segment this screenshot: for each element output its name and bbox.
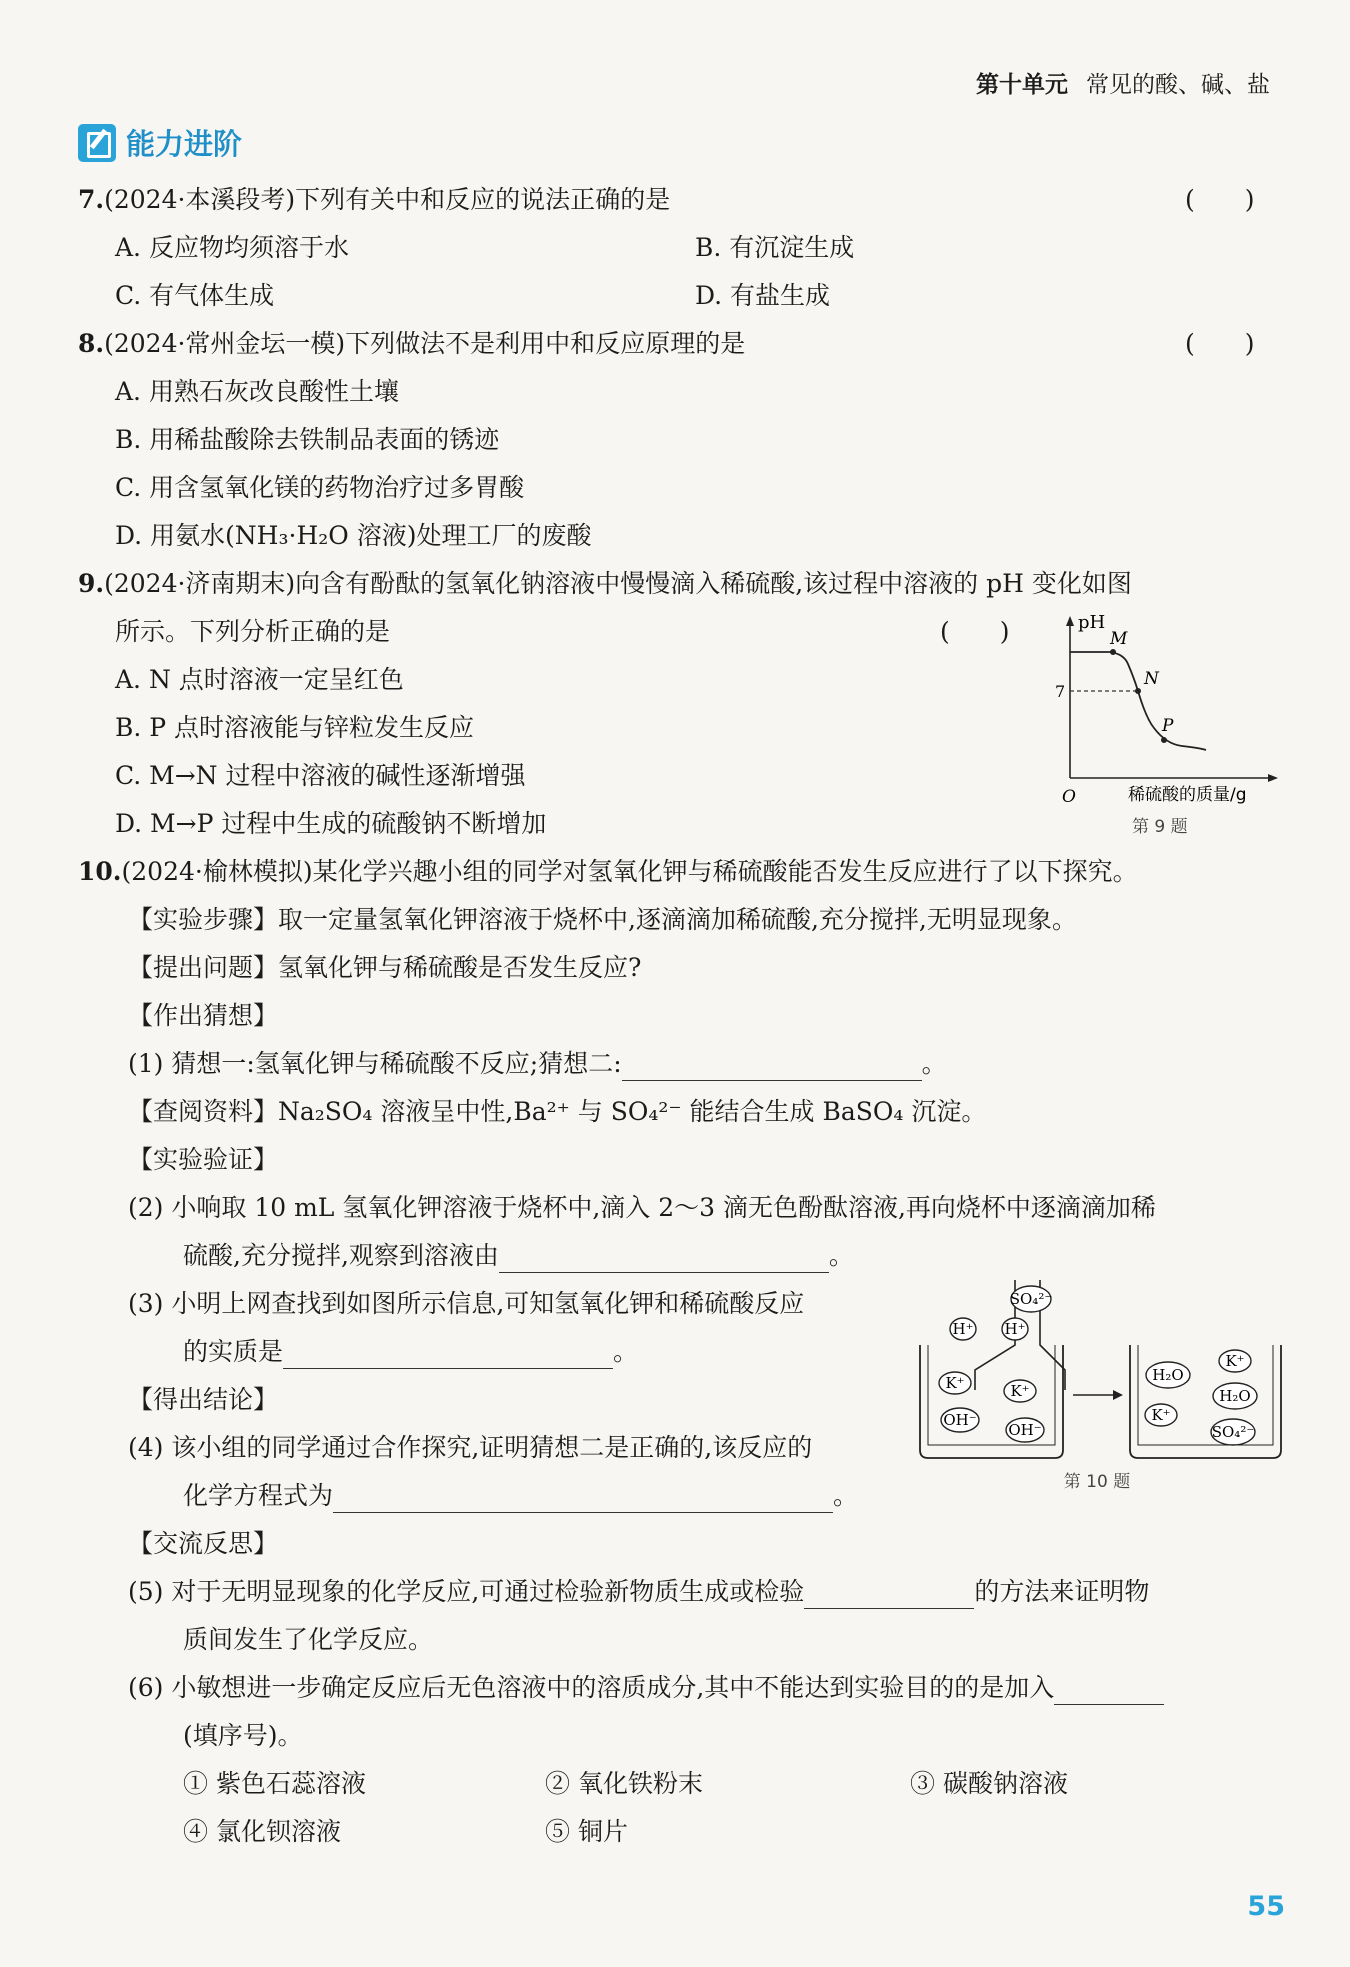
period: 。 <box>828 1241 854 1270</box>
experiment-step: 【实验步骤】取一定量氢氧化钾溶液于烧杯中,逐滴滴加稀硫酸,充分搅拌,无明显现象。 <box>128 905 1077 934</box>
part-5-line-1 <box>128 1575 1149 1609</box>
sulfate-ion-label: SO₄²⁻ <box>1009 1290 1053 1308</box>
point-p-label: P <box>1162 716 1174 736</box>
hydroxide-ion-label-2: OH⁻ <box>1008 1421 1042 1439</box>
part-4-text: 化学方程式为 <box>183 1481 334 1510</box>
part-3-line-2 <box>183 1335 638 1369</box>
answer-blank-2[interactable] <box>499 1246 829 1273</box>
part-6-text: (6) 小敏想进一步确定反应后无色溶液中的溶质成分,其中不能达到实验目的的是加入 <box>128 1673 1055 1702</box>
period: 。 <box>613 1337 639 1366</box>
potassium-ion-label-3: K⁺ <box>1225 1352 1245 1370</box>
question-8-stem <box>78 327 745 361</box>
choice-5: ⑤ 铜片 <box>545 1817 628 1846</box>
answer-blank-4[interactable] <box>333 1486 833 1513</box>
option-a: A. 反应物均须溶于水 <box>115 233 349 262</box>
option-d: D. M→P 过程中生成的硫酸钠不断增加 <box>115 809 547 838</box>
point-n-label: N <box>1144 669 1159 689</box>
sulfate-ion-label-2: SO₄²⁻ <box>1211 1423 1255 1441</box>
point-n-marker <box>1135 688 1141 694</box>
potassium-ion-label-4: K⁺ <box>1151 1406 1171 1424</box>
part-5-line-2: 质间发生了化学反应。 <box>183 1625 434 1654</box>
page-number: 55 <box>1247 1891 1285 1922</box>
hypothesis-heading: 【作出猜想】 <box>128 1001 279 1030</box>
raise-question: 【提出问题】氢氧化钾与稀硫酸是否发生反应? <box>128 953 642 982</box>
verification-heading: 【实验验证】 <box>128 1145 279 1174</box>
option-d: D. 有盐生成 <box>695 281 831 310</box>
x-axis-label: 稀硫酸的质量/g <box>1128 785 1247 805</box>
running-header <box>976 66 1270 99</box>
option-b: B. 用稀盐酸除去铁制品表面的锈迹 <box>115 425 500 454</box>
figure-9-caption: 第 9 题 <box>1132 817 1188 837</box>
part-5-text-cont: 的方法来证明物 <box>974 1577 1150 1606</box>
hydrogen-ion-label-2: H⁺ <box>1004 1320 1026 1338</box>
choice-1: ① 紫色石蕊溶液 <box>183 1769 366 1798</box>
hydrogen-ion-label-1: H⁺ <box>952 1320 974 1338</box>
answer-blank-1[interactable] <box>622 1054 922 1081</box>
option-c: C. 用含氢氧化镁的药物治疗过多胃酸 <box>115 473 525 502</box>
potassium-ion-label-2: K⁺ <box>1010 1382 1030 1400</box>
left-beaker <box>920 1345 1063 1458</box>
part-5-text: (5) 对于无明显现象的化学反应,可通过检验新物质生成或检验 <box>128 1577 805 1606</box>
answer-blank-3[interactable] <box>283 1342 613 1369</box>
stem-text: (2024·榆林模拟)某化学兴趣小组的同学对氢氧化钾与稀硫酸能否发生反应进行了以下探究。 <box>121 857 1138 886</box>
y-tick-label: 7 <box>1055 682 1066 701</box>
unit-label: 第十单元 <box>976 72 1068 98</box>
y-axis-label: pH <box>1078 612 1106 633</box>
option-c: C. M→N 过程中溶液的碱性逐渐增强 <box>115 761 526 790</box>
section-heading <box>78 122 242 163</box>
water-molecule-label-1: H₂O <box>1152 1366 1184 1384</box>
reflection-heading: 【交流反思】 <box>128 1529 279 1558</box>
reference-info: 【查阅资料】Na₂SO₄ 溶液呈中性,Ba²⁺ 与 SO₄²⁻ 能结合生成 BaSO₄ 沉淀。 <box>128 1097 987 1126</box>
water-molecule-label-2: H₂O <box>1219 1387 1251 1405</box>
part-6-line-1 <box>128 1671 1164 1705</box>
part-3-line-1: (3) 小明上网查找到如图所示信息,可知氢氧化钾和稀硫酸反应 <box>128 1289 805 1318</box>
question-7-stem <box>78 183 670 217</box>
period: 。 <box>921 1049 947 1078</box>
part-2-line-2 <box>183 1239 854 1273</box>
question-9-stem <box>78 567 1132 601</box>
answer-blank-6[interactable] <box>1054 1678 1164 1705</box>
section-title: 能力进阶 <box>126 127 243 161</box>
stem-text: (2024·本溪段考)下列有关中和反应的说法正确的是 <box>104 185 671 214</box>
question-9-stem-cont: 所示。下列分析正确的是 <box>115 617 391 646</box>
point-m-marker <box>1110 649 1116 655</box>
option-b: B. P 点时溶液能与锌粒发生反应 <box>115 713 475 742</box>
origin-label: O <box>1062 787 1076 807</box>
choice-4: ④ 氯化钡溶液 <box>183 1817 341 1846</box>
point-p-marker <box>1161 737 1167 743</box>
right-beaker <box>1130 1345 1281 1458</box>
option-a: A. N 点时溶液一定呈红色 <box>115 665 404 694</box>
pencil-note-icon <box>78 124 116 162</box>
answer-paren: ( ) <box>1185 185 1255 214</box>
unit-title: 常见的酸、碱、盐 <box>1086 72 1270 98</box>
figure-10-caption: 第 10 题 <box>1063 1472 1131 1492</box>
question-10-stem <box>78 855 1138 889</box>
part-4-line-2 <box>183 1479 858 1513</box>
question-number: 7. <box>78 185 105 214</box>
stem-text: (2024·常州金坛一模)下列做法不是利用中和反应原理的是 <box>104 329 746 358</box>
question-number: 9. <box>78 569 105 598</box>
choice-2: ② 氧化铁粉末 <box>545 1769 703 1798</box>
answer-paren: ( ) <box>940 617 1010 646</box>
point-m-label: M <box>1110 629 1128 649</box>
potassium-ion-label-1: K⁺ <box>945 1374 965 1392</box>
stem-text: (2024·济南期末)向含有酚酞的氢氧化钠溶液中慢慢滴入稀硫酸,该过程中溶液的 pH 变化如图 <box>104 569 1132 598</box>
option-c: C. 有气体生成 <box>115 281 275 310</box>
period: 。 <box>833 1481 859 1510</box>
option-d: D. 用氨水(NH₃·H₂O 溶液)处理工厂的废酸 <box>115 521 592 550</box>
part-3-text: 的实质是 <box>183 1337 284 1366</box>
part-2-text: 硫酸,充分搅拌,观察到溶液由 <box>183 1241 499 1270</box>
part-1 <box>128 1047 947 1081</box>
part-2-line-1: (2) 小响取 10 mL 氢氧化钾溶液于烧杯中,滴入 2～3 滴无色酚酞溶液,再向烧杯中逐滴滴加稀 <box>128 1193 1156 1222</box>
ion-reaction-diagram <box>915 1275 1285 1500</box>
part-6-line-2: (填序号)。 <box>183 1721 303 1750</box>
answer-blank-5[interactable] <box>804 1582 974 1609</box>
part-4-line-1: (4) 该小组的同学通过合作探究,证明猜想二是正确的,该反应的 <box>128 1433 813 1462</box>
answer-paren: ( ) <box>1185 329 1255 358</box>
choice-3: ③ 碳酸钠溶液 <box>910 1769 1068 1798</box>
conclusion-heading: 【得出结论】 <box>128 1385 279 1414</box>
option-b: B. 有沉淀生成 <box>695 233 855 262</box>
part-1-text: (1) 猜想一:氢氧化钾与稀硫酸不反应;猜想二: <box>128 1049 622 1078</box>
ph-curve-graph <box>1040 608 1280 840</box>
question-number: 10. <box>78 857 122 886</box>
option-a: A. 用熟石灰改良酸性土壤 <box>115 377 399 406</box>
question-number: 8. <box>78 329 105 358</box>
hydroxide-ion-label-1: OH⁻ <box>943 1411 977 1429</box>
